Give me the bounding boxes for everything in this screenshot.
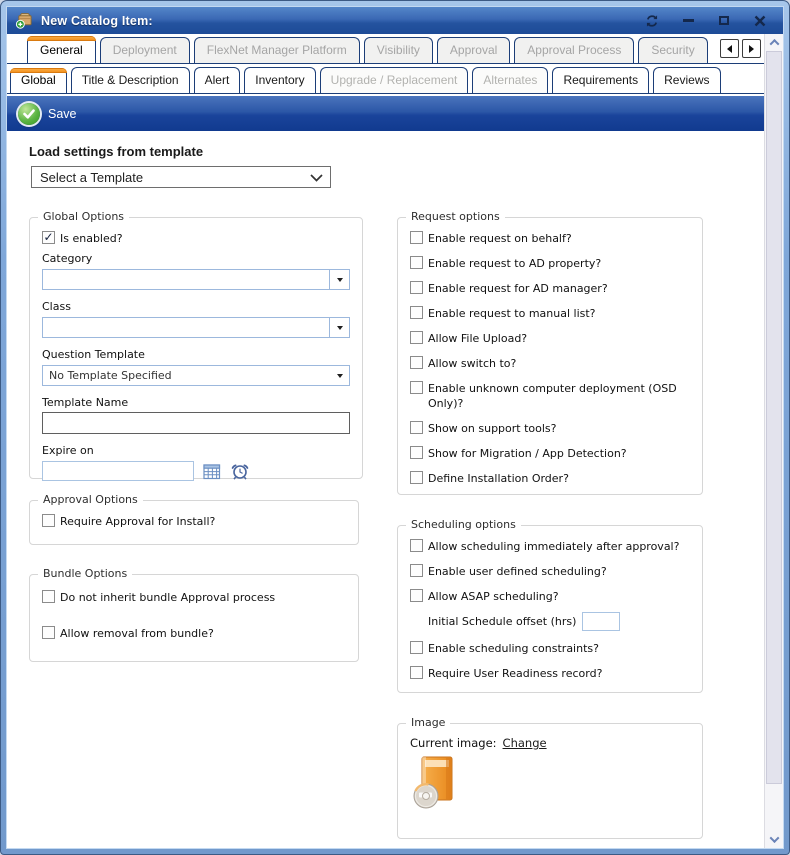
checkbox[interactable] bbox=[410, 446, 423, 459]
primary-tab-strip bbox=[7, 34, 764, 64]
checkbox[interactable] bbox=[410, 539, 423, 552]
close-icon[interactable] bbox=[753, 14, 767, 28]
template-name-label: Template Name bbox=[42, 396, 129, 409]
expire-on-label: Expire on bbox=[42, 444, 94, 457]
calendar-icon[interactable] bbox=[203, 463, 221, 480]
tab-alert[interactable]: Alert bbox=[194, 67, 241, 93]
checkbox[interactable] bbox=[410, 356, 423, 369]
tab-requirements[interactable]: Requirements bbox=[552, 67, 649, 93]
is-enabled-checkbox[interactable] bbox=[42, 231, 55, 244]
checkbox-label: Enable request for AD manager? bbox=[428, 282, 608, 295]
require-approval-label: Require Approval for Install? bbox=[60, 515, 216, 528]
checkbox-label: Enable scheduling constraints? bbox=[428, 642, 599, 655]
checkbox[interactable] bbox=[410, 281, 423, 294]
request-option-row[interactable] bbox=[410, 306, 690, 321]
scheduling-option-row[interactable] bbox=[410, 589, 690, 604]
change-image-link[interactable]: Change bbox=[502, 736, 547, 750]
scrollbar-track[interactable] bbox=[765, 51, 783, 831]
allow-removal-bundle-row[interactable] bbox=[42, 626, 346, 641]
checkbox-label: Allow File Upload? bbox=[428, 332, 528, 345]
current-image-label: Current image: bbox=[410, 736, 497, 750]
alarm-clock-icon[interactable] bbox=[230, 462, 250, 481]
checkbox[interactable] bbox=[410, 256, 423, 269]
class-label: Class bbox=[42, 300, 71, 313]
arrow-left-icon[interactable] bbox=[720, 39, 739, 58]
chevron-up-icon[interactable] bbox=[765, 34, 783, 51]
request-option-row[interactable] bbox=[410, 331, 690, 346]
chevron-down-icon[interactable] bbox=[765, 831, 783, 848]
request-option-row[interactable] bbox=[410, 231, 690, 246]
question-template-label: Question Template bbox=[42, 348, 145, 361]
allow-removal-bundle-checkbox[interactable] bbox=[42, 626, 55, 639]
request-option-row[interactable] bbox=[410, 356, 690, 371]
scrollbar-thumb[interactable] bbox=[766, 51, 782, 784]
class-combobox[interactable] bbox=[42, 317, 350, 338]
checkbox[interactable] bbox=[410, 421, 423, 434]
chevron-down-icon bbox=[310, 170, 323, 185]
scheduling-option-row[interactable] bbox=[410, 539, 690, 554]
checkbox[interactable] bbox=[410, 331, 423, 344]
checkbox-label: Enable user defined scheduling? bbox=[428, 565, 607, 578]
tab-approval[interactable]: Approval bbox=[437, 37, 510, 63]
tab-deployment[interactable]: Deployment bbox=[100, 37, 190, 63]
no-inherit-bundle-approval-label: Do not inherit bundle Approval process bbox=[60, 591, 276, 604]
save-button-label: Save bbox=[48, 106, 77, 121]
schedule-offset-input[interactable] bbox=[582, 612, 620, 631]
no-inherit-bundle-approval-checkbox[interactable] bbox=[42, 590, 55, 603]
checkbox[interactable] bbox=[410, 666, 423, 679]
vertical-scrollbar[interactable] bbox=[764, 34, 783, 848]
scheduling-option-row[interactable] bbox=[410, 564, 690, 579]
request-option-row[interactable] bbox=[410, 471, 690, 486]
checkbox-label: Require User Readiness record? bbox=[428, 667, 603, 680]
scheduling-option-row[interactable] bbox=[410, 641, 690, 656]
no-inherit-bundle-approval-row[interactable] bbox=[42, 590, 346, 605]
window-title: New Catalog Item: bbox=[41, 13, 153, 28]
dropdown-arrow-icon[interactable] bbox=[329, 270, 349, 289]
checkbox[interactable] bbox=[410, 306, 423, 319]
bundle-options-legend: Bundle Options bbox=[38, 567, 132, 580]
category-combobox[interactable] bbox=[42, 269, 350, 290]
checkbox-label: Enable request to AD property? bbox=[428, 257, 602, 270]
checkbox-label: Allow switch to? bbox=[428, 357, 517, 370]
question-template-value: No Template Specified bbox=[49, 369, 172, 382]
request-options-legend: Request options bbox=[406, 210, 505, 223]
toolbar bbox=[7, 96, 764, 131]
checkbox-label: Define Installation Order? bbox=[428, 472, 569, 485]
scheduling-options-legend: Scheduling options bbox=[406, 518, 521, 531]
window-frame-inner bbox=[1, 1, 789, 854]
require-approval-row[interactable] bbox=[42, 514, 346, 529]
request-option-row[interactable] bbox=[410, 421, 690, 436]
request-option-row[interactable] bbox=[410, 381, 690, 411]
tab-reviews[interactable]: Reviews bbox=[653, 67, 720, 93]
dropdown-arrow-icon[interactable] bbox=[330, 366, 349, 385]
tab-approval-process[interactable]: Approval Process bbox=[514, 37, 634, 63]
maximize-icon[interactable] bbox=[717, 14, 731, 28]
checkbox-label: Enable unknown computer deployment (OSD Only)? bbox=[428, 382, 677, 410]
secondary-tab-strip bbox=[7, 64, 764, 94]
template-select[interactable] bbox=[31, 166, 331, 188]
tab-visibility[interactable]: Visibility bbox=[364, 37, 433, 63]
tab-global[interactable]: Global bbox=[10, 68, 67, 93]
tab-security[interactable]: Security bbox=[638, 37, 707, 63]
request-option-row[interactable] bbox=[410, 256, 690, 271]
approval-options-fieldset bbox=[29, 493, 359, 545]
template-name-input[interactable] bbox=[42, 412, 350, 434]
approval-options-legend: Approval Options bbox=[38, 493, 143, 506]
global-options-fieldset bbox=[29, 210, 363, 479]
checkbox-label: Show for Migration / App Detection? bbox=[428, 447, 627, 460]
titlebar[interactable] bbox=[7, 7, 783, 34]
tab-alternates[interactable]: Alternates bbox=[472, 67, 548, 93]
template-select-value: Select a Template bbox=[40, 169, 144, 185]
scheduling-option-row[interactable] bbox=[410, 666, 690, 681]
scheduling-options-fieldset bbox=[397, 518, 703, 693]
request-option-row[interactable] bbox=[410, 446, 690, 461]
require-approval-checkbox[interactable] bbox=[42, 514, 55, 527]
request-options-fieldset bbox=[397, 210, 703, 495]
request-option-row[interactable] bbox=[410, 281, 690, 296]
checkbox[interactable] bbox=[410, 641, 423, 654]
check-circle-icon bbox=[18, 103, 40, 125]
schedule-offset-row bbox=[428, 612, 690, 631]
content-area bbox=[7, 131, 764, 848]
checkbox[interactable] bbox=[410, 381, 423, 394]
dropdown-arrow-icon[interactable] bbox=[329, 318, 349, 337]
arrow-right-icon[interactable] bbox=[742, 39, 761, 58]
checkbox[interactable] bbox=[410, 564, 423, 577]
expire-on-input[interactable] bbox=[42, 461, 194, 481]
template-loader-label: Load settings from template bbox=[29, 144, 204, 159]
is-enabled-row[interactable] bbox=[42, 231, 350, 246]
schedule-offset-label: Initial Schedule offset (hrs) bbox=[428, 615, 577, 628]
software-box-icon bbox=[412, 756, 690, 813]
image-fieldset bbox=[397, 716, 703, 839]
tab-inventory[interactable]: Inventory bbox=[244, 67, 315, 93]
minimize-icon[interactable] bbox=[681, 14, 695, 28]
checkbox-label: Allow ASAP scheduling? bbox=[428, 590, 559, 603]
tab-general[interactable]: General bbox=[27, 36, 96, 63]
package-add-icon bbox=[15, 12, 34, 29]
tab-flexnet-manager-platform[interactable]: FlexNet Manager Platform bbox=[194, 37, 360, 63]
refresh-icon[interactable] bbox=[645, 14, 659, 28]
checkbox-label: Enable request to manual list? bbox=[428, 307, 596, 320]
global-options-legend: Global Options bbox=[38, 210, 129, 223]
checkbox[interactable] bbox=[410, 589, 423, 602]
checkbox-label: Allow scheduling immediately after approval? bbox=[428, 540, 680, 553]
bundle-options-fieldset bbox=[29, 567, 359, 662]
question-template-combobox[interactable] bbox=[42, 365, 350, 386]
tab-scroll-buttons bbox=[720, 39, 761, 58]
allow-removal-bundle-label: Allow removal from bundle? bbox=[60, 627, 214, 640]
checkbox[interactable] bbox=[410, 471, 423, 484]
checkbox-label: Enable request on behalf? bbox=[428, 232, 572, 245]
checkbox[interactable] bbox=[410, 231, 423, 244]
save-button[interactable] bbox=[18, 103, 77, 125]
checkbox-label: Show on support tools? bbox=[428, 422, 557, 435]
category-label: Category bbox=[42, 252, 93, 265]
tab-upgrade-replacement[interactable]: Upgrade / Replacement bbox=[320, 67, 469, 93]
is-enabled-label: Is enabled? bbox=[60, 232, 123, 245]
tab-title-description[interactable]: Title & Description bbox=[71, 67, 190, 93]
image-legend: Image bbox=[406, 716, 450, 729]
